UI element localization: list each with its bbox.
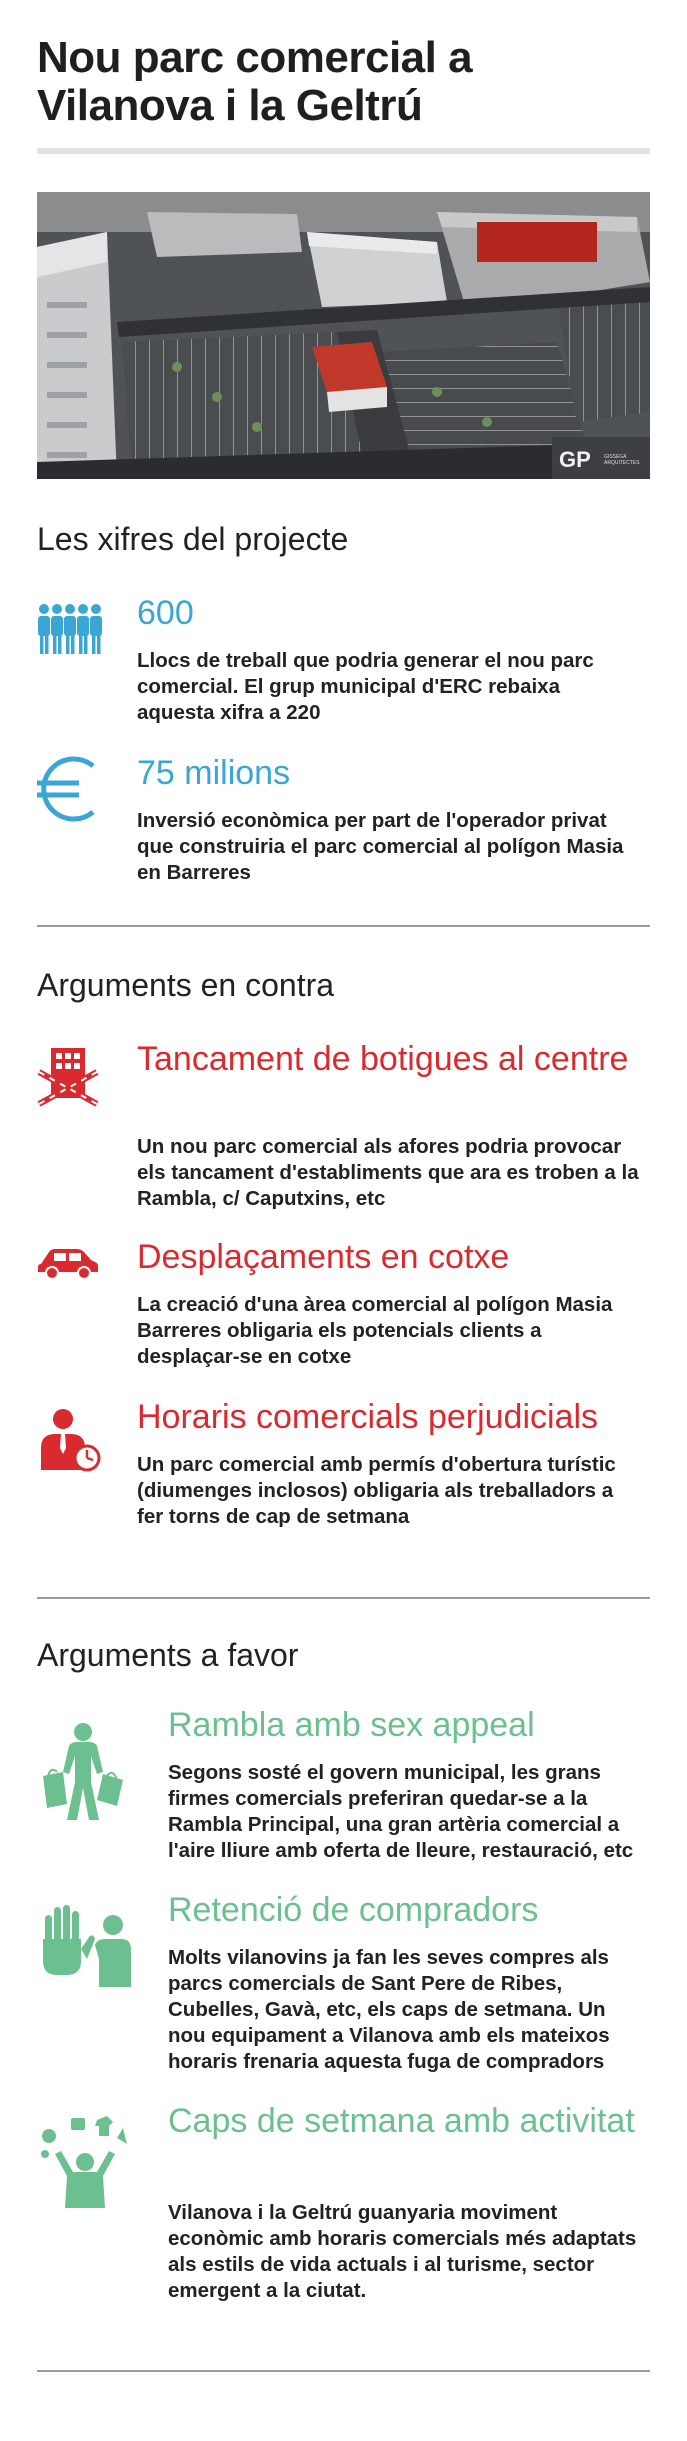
section-title-favor: Arguments a favor (37, 1637, 299, 1673)
hero-image (37, 192, 650, 479)
argument-title: Rambla amb sex appeal (168, 1706, 535, 1744)
car-icon (37, 1246, 107, 1316)
page-title: Nou parc comercial a Vilanova i la Geltrú (37, 33, 473, 130)
shopper-bags-icon (37, 1722, 129, 1822)
figure-description: Llocs de treball que podria generar el nou parc comercial. El grup municipal d'ERC rebaixa aquesta xifra a 220 (137, 649, 594, 724)
section-divider (37, 925, 650, 927)
section-divider (37, 1597, 650, 1599)
figure-item (37, 748, 650, 898)
section-title-against: Arguments en contra (37, 967, 335, 1003)
section-title-figures: Les xifres del projecte (37, 521, 349, 557)
hero-watermark: GISSEGA ARQUITECTES (604, 454, 640, 466)
people-icon (37, 600, 107, 670)
stop-hand-icon (37, 1903, 133, 1993)
argument-title: Retenció de compradors (168, 1891, 539, 1929)
argument-description: Molts vilanovins ja fan les seves compres als parcs comercials de Sant Pere de Ribes, Cubelles, Gavà, etc, els caps de setmana. Un nou equipament a Vilanova amb els mateixos horaris frenaria aquesta fuga de compradors (168, 1946, 610, 2073)
svg-text:GP: GP (559, 447, 591, 472)
argument-against-item (37, 1396, 650, 1546)
figure-item (37, 588, 650, 738)
argument-against-item (37, 1034, 650, 1224)
argument-favor-item (37, 1889, 650, 2099)
argument-title: Horaris comercials perjudicials (137, 1398, 599, 1436)
argument-against-item (37, 1236, 650, 1386)
argument-title: Caps de setmana amb activitat (168, 2102, 635, 2140)
figure-description: Inversió econòmica per part de l'operador privat que construiria el parc comercial al polígon Masia en Barreres (137, 809, 624, 884)
commercial-park-rendering (37, 192, 650, 479)
juggling-person-icon (37, 2114, 133, 2210)
title-divider (37, 148, 650, 154)
argument-description: Segons sosté el govern municipal, les grans firmes comercials preferiran quedar-se a la Rambla Principal, una gran artèria comercial a l'aire lliure amb oferta de lleure, restauració, etc (168, 1761, 634, 1862)
section-divider (37, 2370, 650, 2372)
euro-icon (37, 756, 107, 826)
worker-clock-icon (37, 1408, 107, 1478)
argument-favor-item (37, 1704, 650, 1884)
argument-description: La creació d'una àrea comercial al polígon Masia Barreres obligaria els potencials clients a desplaçar-se en cotxe (137, 1293, 613, 1368)
argument-title: Desplaçaments en cotxe (137, 1238, 510, 1276)
closed-building-icon (37, 1044, 107, 1114)
argument-favor-item (37, 2100, 650, 2330)
argument-description: Vilanova i la Geltrú guanyaria moviment econòmic amb horaris comercials més adaptats als estils de vida actuals i al turisme, sector emergent a la ciutat. (168, 2201, 637, 2302)
figure-value: 75 milions (137, 754, 291, 792)
argument-description: Un nou parc comercial als afores podria provocar els tancament d'establiments que ara es troben a la Rambla, c/ Caputxins, etc (137, 1135, 639, 1210)
figure-value: 600 (137, 594, 194, 632)
argument-title: Tancament de botigues al centre (137, 1040, 629, 1078)
argument-description: Un parc comercial amb permís d'obertura turístic (diumenges inclosos) obligaria als treballadors a fer torns de cap de setmana (137, 1453, 616, 1528)
